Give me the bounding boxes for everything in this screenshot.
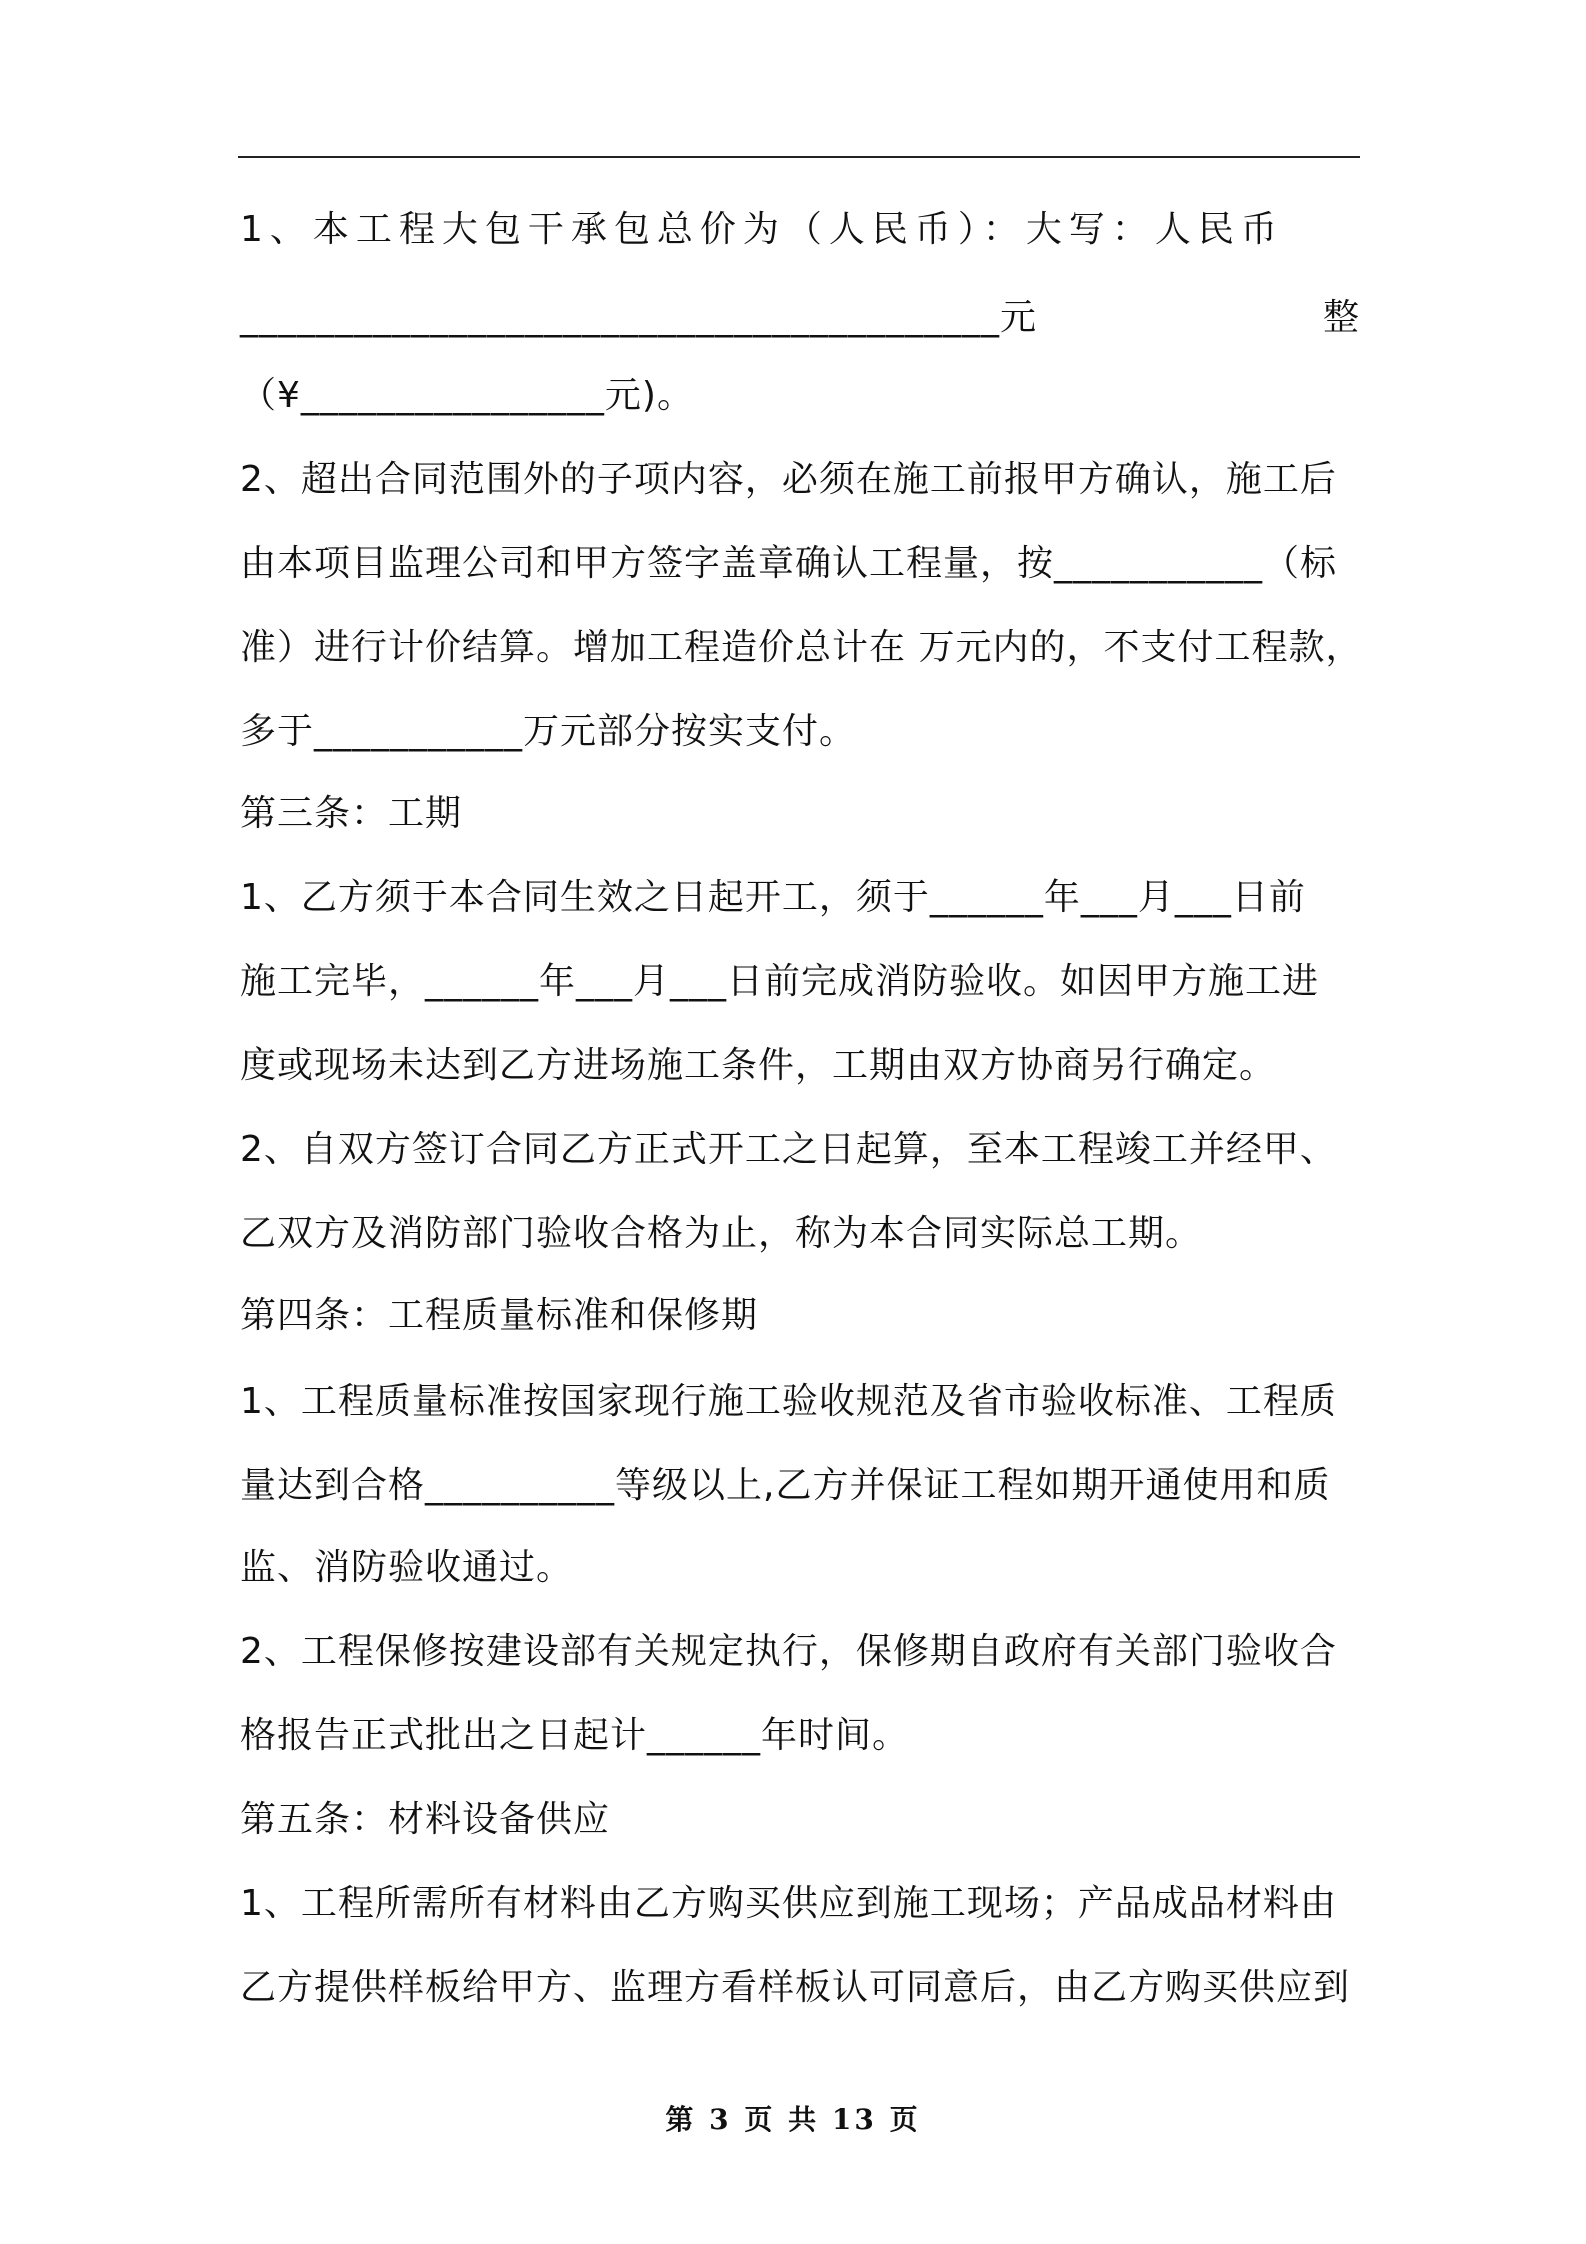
text-line: （¥________________元)。 (240, 375, 694, 416)
text-line: 施工完毕，______年___月___日前完成消防验收。如因甲方施工进 (240, 961, 1320, 1002)
text-line: 格报告正式批出之日起计______年时间。 (240, 1715, 910, 1756)
text-line: 1、工程所需所有材料由乙方购买供应到施工现场；产品成品材料由 (240, 1883, 1337, 1924)
text-segment: ________________________________________元 (240, 297, 1037, 338)
text-line: 2、自双方签订合同乙方正式开工之日起算，至本工程竣工并经甲、 (240, 1129, 1337, 1170)
section-heading: 第五条：材料设备供应 (240, 1799, 611, 1840)
text-line: 2、工程保修按建设部有关规定执行，保修期自政府有关部门验收合 (240, 1631, 1337, 1672)
text-line: 准）进行计价结算。增加工程造价总计在 万元内的，不支付工程款， (240, 627, 1363, 668)
text-line: 监、消防验收通过。 (240, 1547, 574, 1588)
text-segment: 整 (1322, 297, 1360, 338)
text-line: 量达到合格__________等级以上,乙方并保证工程如期开通使用和质 (240, 1465, 1331, 1506)
text-line: 由本项目监理公司和甲方签字盖章确认工程量，按___________（标 (240, 543, 1338, 584)
text-line: 乙方提供样板给甲方、监理方看样板认可同意后，由乙方购买供应到 (240, 1967, 1351, 2008)
text-line: 1、本工程大包干承包总价为（人民币）：大写：人民币 (240, 209, 1284, 250)
header-rule (238, 156, 1360, 158)
text-line: 乙双方及消防部门验收合格为止，称为本合同实际总工期。 (240, 1213, 1203, 1254)
text-line: 度或现场未达到乙方进场施工条件，工期由双方协商另行确定。 (240, 1045, 1277, 1086)
section-heading: 第三条：工期 (240, 793, 463, 834)
text-line: 2、超出合同范围外的子项内容，必须在施工前报甲方确认，施工后 (240, 459, 1337, 500)
text-line: 1、工程质量标准按国家现行施工验收规范及省市验收标准、工程质 (240, 1381, 1337, 1422)
text-line: 多于___________万元部分按实支付。 (240, 711, 857, 752)
section-heading: 第四条：工程质量标准和保修期 (240, 1295, 759, 1336)
page-number-footer: 第 3 页 共 13 页 (665, 2103, 921, 2136)
text-line: 1、乙方须于本合同生效之日起开工，须于______年___月___日前 (240, 877, 1306, 918)
text-line (240, 296, 1360, 340)
